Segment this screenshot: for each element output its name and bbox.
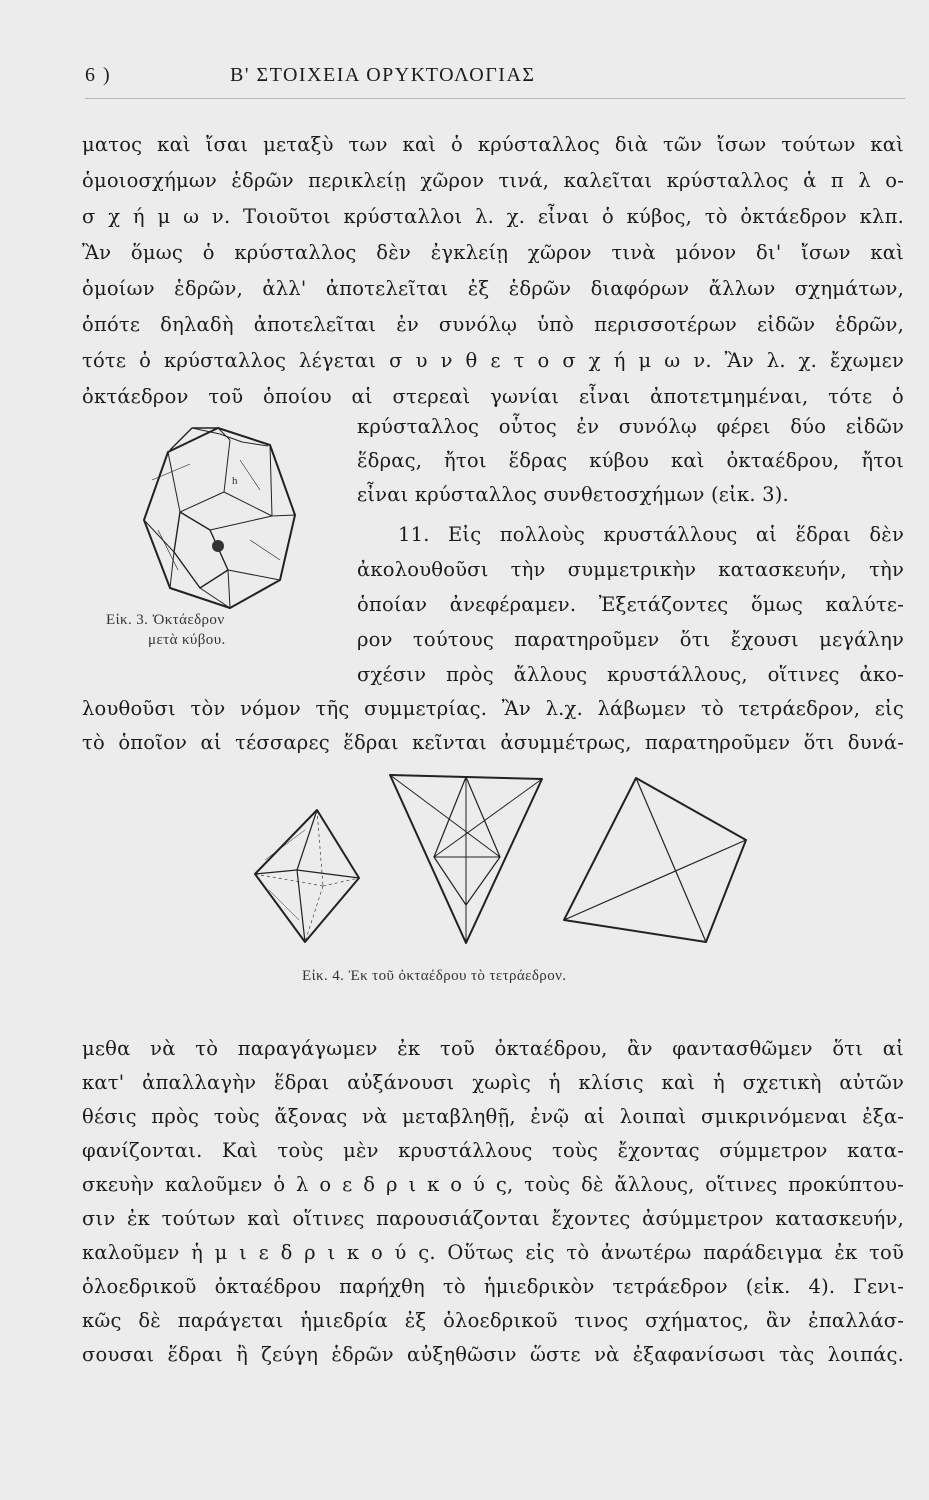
figure-3-face-letter: h <box>232 475 238 487</box>
text-line: ὁμοιοσχήμων ἑδρῶν περικλείῃ χῶρον τινά, καλεῖται κρύσταλλος ἁ π λ ο- <box>82 169 904 192</box>
text-line: καλοῦμεν ἡ μ ι ε δ ρ ι κ ο ύ ς. Οὕτως εἰς τὸ ἀνωτέρω παράδειγμα ἐκ τοῦ <box>82 1241 904 1264</box>
text-line: ματος καὶ ἴσαι μεταξὺ των καὶ ὁ κρύσταλλος διὰ τῶν ἴσων τούτων καὶ <box>82 133 904 156</box>
text-line: σουσαι ἕδραι ἢ ζεύγη ἑδρῶν αὐξηθῶσιν ὥστε νὰ ἐξαφανίσωσι τὰς λοιπάς. <box>82 1343 904 1366</box>
text-line: κῶς δὲ παράγεται ἡμιεδρία ἐξ ὁλοεδρικοῦ τινος σχήματος, ἂν ἐπαλλάσ- <box>82 1309 904 1332</box>
text-line: κρύσταλλος οὗτος ἐν συνόλῳ φέρει δύο εἰδῶν <box>357 415 904 438</box>
running-title: Β' ΣΤΟΙΧΕΙΑ ΟΡΥΚΤΟΛΟΓΙΑΣ <box>230 64 536 86</box>
figure-4-tetrahedron-drawing <box>556 770 756 950</box>
section-11-first-line: 11. Εἰς πολλοὺς κρυστάλλους αἱ ἕδραι δὲν <box>398 523 904 546</box>
text-line: ὁπότε δηλαδὴ ἀποτελεῖται ἐν συνόλῳ ὑπὸ περισσοτέρων εἰδῶν ἑδρῶν, <box>82 313 904 336</box>
page-header <box>85 64 905 94</box>
text-line: θέσις πρὸς τοὺς ἄξονας νὰ μεταβληθῇ, ἐνῷ αἱ λοιπαὶ σμικρινόμεναι ἐξα- <box>82 1105 904 1128</box>
text-line: κατ' ἀπαλλαγὴν ἕδραι αὐξάνουσι χωρὶς ἡ κλίσις καὶ ἡ σχετικὴ αὐτῶν <box>82 1071 904 1094</box>
text-line: ὁμοίων ἑδρῶν, ἀλλ' ἀποτελεῖται ἐξ ἑδρῶν διαφόρων ἄλλων σχημάτων, <box>82 277 904 300</box>
text-line: εἶναι κρύσταλλος συνθετοσχήμων (εἰκ. 3). <box>357 483 789 506</box>
text-line: λουθοῦσι τὸν νόμον τῆς συμμετρίας. Ἂν λ.χ. λάβωμεν τὸ τετράεδρον, εἰς <box>82 697 904 720</box>
text-line: ὀκτάεδρον τοῦ ὁποίου αἱ στερεαὶ γωνίαι εἶναι ἀποτετμημέναι, τότε ὁ <box>82 385 904 408</box>
text-line: ἀκολουθοῦσι τὴν συμμετρικὴν κατασκευήν, τὴν <box>357 558 904 581</box>
text-line: τότε ὁ κρύσταλλος λέγεται σ υ ν θ ε τ ο σ χ ή μ ω ν. Ἂν λ. χ. ἔχωμεν <box>82 349 904 372</box>
text-line: μεθα νὰ τὸ παραγάγωμεν ἐκ τοῦ ὀκταέδρου, ἂν φαντασθῶμεν ὅτι αἱ <box>82 1037 904 1060</box>
page-number: 6 ) <box>85 64 112 86</box>
figure-4-octahedron-in-tetrahedron-drawing <box>382 765 552 950</box>
text-line: ρον τούτους παρατηροῦμεν ὅτι ἔχουσι μεγάλην <box>357 628 904 651</box>
text-line: τὸ ὁποῖον αἱ τέσσαρες ἕδραι κεῖνται ἀσυμμέτρως, παρατηροῦμεν ὅτι δυνά- <box>82 731 904 754</box>
text-line: ὁποίαν ἀνεφέραμεν. Ἐξετάζοντες ὅμως καλύτε- <box>357 593 904 616</box>
header-rule <box>85 98 905 99</box>
text-line: σιν ἐκ τούτων καὶ οἵτινες παρουσιάζονται ἔχοντες ἀσύμμετρον κατασκευήν, <box>82 1207 904 1230</box>
figure-4-octahedron-drawing <box>245 800 375 950</box>
figure-3-octahedron-with-cube <box>130 420 310 620</box>
figure-3-caption-line-2: μετὰ κύβου. <box>148 632 226 648</box>
text-line: Ἂν ὅμως ὁ κρύσταλλος δὲν ἐγκλείῃ χῶρον τινὰ μόνον δι' ἴσων καὶ <box>82 241 904 264</box>
figure-3-caption-line-1: Εἰκ. 3. Ὀκτάεδρον <box>106 612 225 628</box>
text-line: ἕδρας, ἤτοι ἕδρας κύβου καὶ ὀκταέδρου, ἤτοι <box>357 449 904 472</box>
text-line: ὁλοεδρικοῦ ὀκταέδρου παρήχθη τὸ ἡμιεδρικὸν τετράεδρον (εἰκ. 4). Γενι- <box>82 1275 904 1298</box>
text-line: σχέσιν πρὸς ἄλλους κρυστάλλους, οἵτινες ἀκο- <box>357 663 904 686</box>
text-line: σ χ ή μ ω ν. Τοιοῦτοι κρύσταλλοι λ. χ. εἶναι ὁ κύβος, τὸ ὀκτάεδρον κλπ. <box>82 205 904 228</box>
text-line: φανίζονται. Καὶ τοὺς μὲν κρυστάλλους τοὺς ἔχοντας σύμμετρον κατα- <box>82 1139 904 1162</box>
text-line: σκευὴν καλοῦμεν ὁ λ ο ε δ ρ ι κ ο ύ ς, τοὺς δὲ ἄλλους, οἵτινες προκύπτου- <box>82 1173 904 1196</box>
figure-4-caption: Εἰκ. 4. Ἐκ τοῦ ὀκταέδρου τὸ τετράεδρον. <box>302 968 567 984</box>
